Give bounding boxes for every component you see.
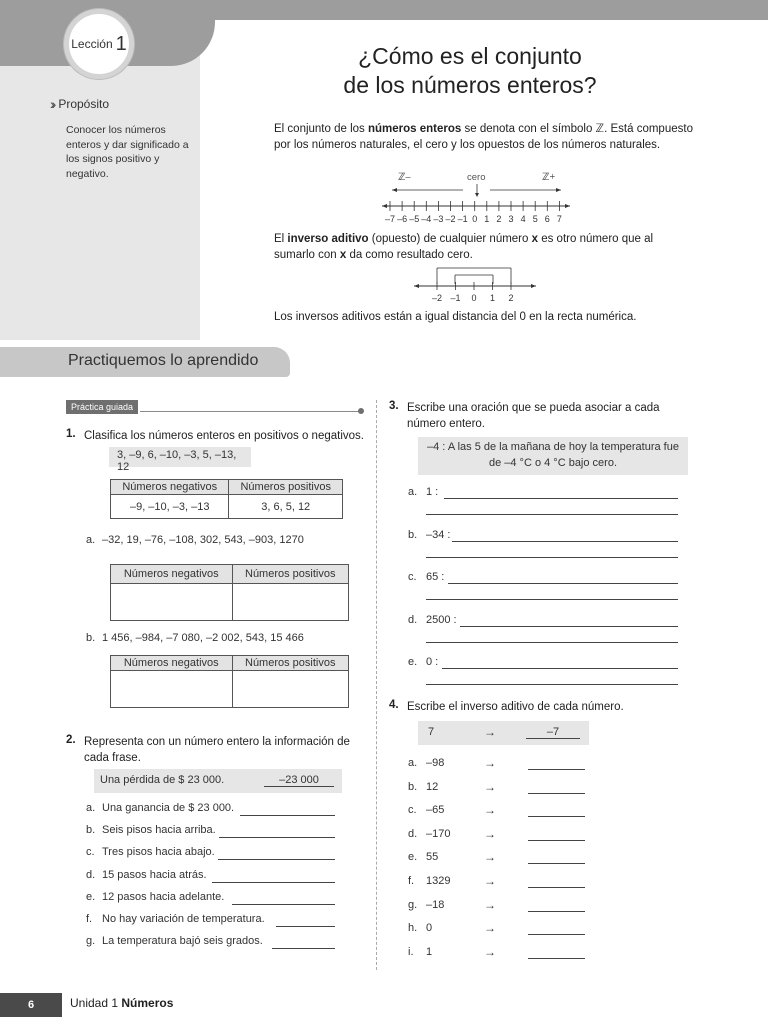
tick-label: 1 — [489, 293, 496, 303]
q4-item-value: 0 — [426, 922, 433, 935]
intro-paragraph-integers — [274, 121, 694, 153]
purpose-heading — [50, 96, 109, 112]
tick-label: 4 — [520, 214, 526, 224]
intro-bold-x: x — [339, 249, 347, 261]
q2-item-text: No hay variación de temperatura. — [102, 913, 265, 925]
answer-blank[interactable] — [426, 684, 678, 685]
tick-label: –4 — [421, 214, 432, 224]
col-header-negative: Números negativos — [111, 565, 233, 584]
arrow-icon: → — [484, 897, 496, 912]
q4-item-value: –65 — [426, 804, 445, 817]
footer-unit-label: Unidad 1 — [70, 996, 119, 1010]
answer-negative-cell[interactable] — [111, 584, 233, 621]
q3-prompt: Escribe una oración que se pueda asociar a cada número entero. — [407, 402, 660, 430]
tick-label: 6 — [544, 214, 550, 224]
q2-example-answer: –23 000 — [264, 774, 334, 787]
q4-number: 4. — [389, 699, 399, 711]
q3-example: –4 : A las 5 de la mañana de hoy la temperatura fue de –4 °C o 4 °C bajo cero. — [418, 437, 688, 475]
q4-example — [418, 721, 589, 745]
intro-text: se denota con el símbolo ℤ. Está compuesto por los números naturales, el cero y los opuestos de los números naturales. — [274, 123, 693, 151]
q1-example-table — [110, 479, 343, 519]
answer-blank[interactable] — [448, 583, 678, 584]
arrow-icon: → — [484, 756, 496, 770]
section-title: Practiquemos lo aprendido — [68, 352, 259, 369]
q1-number: 1. — [66, 428, 76, 440]
q3-item-label: –34 : — [426, 528, 451, 541]
arrow-icon: → — [484, 725, 496, 739]
answer-negative-cell[interactable] — [111, 671, 233, 708]
q3-item-letter: a. — [408, 486, 418, 498]
q2-item-letter: a. — [86, 802, 96, 814]
q2-item-text: 15 pasos hacia atrás. — [102, 868, 207, 881]
arrow-icon: → — [484, 826, 496, 841]
arrow-icon: → — [484, 874, 496, 888]
answer-blank[interactable] — [272, 948, 335, 949]
answer-blank[interactable] — [452, 541, 678, 542]
answer-blank[interactable] — [426, 557, 678, 558]
example-positive-cell: 3, 6, 5, 12 — [229, 495, 343, 519]
answer-blank[interactable] — [240, 815, 335, 816]
q4-item-letter: f. — [408, 875, 415, 887]
q4-item-value: 55 — [426, 851, 439, 864]
q4-item-letter: i. — [408, 945, 414, 958]
intro-text: (opuesto) de cualquier número — [368, 233, 532, 245]
q1-prompt: Clasifica los números enteros en positivos o negativos. — [84, 430, 364, 442]
guided-practice-dot — [358, 408, 364, 414]
answer-blank[interactable] — [528, 769, 585, 770]
q4-item-value: –170 — [426, 827, 451, 840]
q2-item-letter: d. — [86, 868, 96, 881]
q4-item-letter: e. — [408, 851, 418, 864]
q3-item-letter: c. — [408, 571, 417, 583]
page-number: 6 — [0, 993, 62, 1017]
lesson-title-line1: ¿Cómo es el conjunto — [358, 43, 582, 69]
q2-item-letter: c. — [86, 846, 95, 859]
q4-prompt: Escribe el inverso aditivo de cada número. — [407, 701, 624, 713]
q1a-numbers: –32, 19, –76, –108, 302, 543, –903, 1270 — [102, 534, 304, 546]
tick-label: –2 — [445, 214, 456, 224]
answer-positive-cell[interactable] — [232, 671, 349, 708]
intro-text: El conjunto de los — [274, 123, 368, 135]
answer-blank[interactable] — [528, 887, 585, 888]
tick-label: –7 — [384, 214, 396, 224]
intro-text: es otro número que al sumarlo con — [274, 233, 654, 261]
q2-item-text: La temperatura bajó seis grados. — [102, 935, 263, 948]
tick-label: –1 — [450, 293, 461, 303]
col-header-negative: Números negativos — [111, 656, 233, 671]
q4-item-letter: d. — [408, 827, 418, 840]
col-header-positive: Números positivos — [229, 480, 343, 495]
footer-unit — [70, 996, 173, 1010]
tick-label: 7 — [556, 214, 562, 224]
answer-blank[interactable] — [528, 816, 585, 817]
purpose-text: Conocer los números enteros y dar significado a los signos positivo y negativo. — [66, 124, 189, 180]
q1a-answer-table — [110, 564, 349, 621]
q4-example-value: 7 — [428, 726, 435, 738]
answer-blank[interactable] — [212, 882, 335, 883]
answer-blank[interactable] — [219, 837, 335, 838]
answer-blank[interactable] — [426, 514, 678, 515]
q4-item-letter: c. — [408, 804, 417, 817]
q3-item-label: 2500 : — [426, 613, 457, 626]
tick-label: –1 — [457, 214, 468, 224]
arrow-icon: → — [484, 803, 496, 818]
tick-label: 1 — [484, 214, 490, 224]
answer-blank[interactable] — [232, 904, 335, 905]
purpose-title: Propósito — [58, 97, 110, 111]
col-header-positive: Números positivos — [232, 656, 349, 671]
answer-blank[interactable] — [528, 958, 585, 959]
intro-paragraph-additive-inverse — [274, 231, 694, 263]
footer-topic: Números — [121, 996, 174, 1010]
q1a-letter: a. — [86, 534, 96, 546]
q2-example — [94, 769, 342, 793]
z-negative-label: ℤ– — [398, 172, 411, 183]
answer-positive-cell[interactable] — [232, 584, 349, 621]
lesson-number: 1 — [115, 32, 127, 55]
inverse-number-line — [410, 263, 550, 305]
guided-practice-rule — [140, 411, 362, 412]
q2-example-text: Una pérdida de $ 23 000. — [100, 774, 225, 786]
tick-label: –2 — [431, 293, 443, 303]
q1-example-numbers: 3, –9, 6, –10, –3, 5, –13, 12 — [109, 447, 251, 467]
q3-item-letter: e. — [408, 656, 418, 668]
lesson-title-line2: de los números enteros? — [343, 72, 597, 98]
integer-number-line — [380, 168, 580, 224]
q3-number: 3. — [389, 400, 399, 412]
q4-item-letter: h. — [408, 922, 418, 935]
col-header-positive: Números positivos — [232, 565, 349, 584]
arrow-icon: → — [484, 921, 496, 936]
tick-label: 0 — [472, 214, 478, 224]
tick-label: 5 — [532, 214, 538, 224]
col-header-negative: Números negativos — [111, 480, 229, 495]
q3-item-label: 65 : — [426, 571, 445, 583]
intro-bold-x: x — [531, 233, 539, 245]
arrow-icon: → — [484, 944, 496, 959]
intro-bold-term: números enteros — [367, 123, 462, 135]
tick-label: 2 — [508, 293, 514, 303]
answer-blank[interactable] — [528, 840, 585, 841]
lesson-badge — [64, 9, 134, 79]
q4-item-value: 1329 — [426, 875, 451, 887]
q4-item-letter: g. — [408, 898, 418, 911]
lesson-word: Lección — [71, 37, 113, 51]
q2-item-text: 12 pasos hacia adelante. — [102, 890, 225, 903]
tick-label: –6 — [397, 214, 408, 224]
q4-example-answer: –7 — [526, 726, 580, 739]
q2-item-letter: e. — [86, 890, 96, 903]
q4-item-letter: b. — [408, 780, 418, 793]
q1b-answer-table — [110, 655, 349, 708]
zero-label: cero — [467, 172, 486, 183]
answer-blank[interactable] — [528, 934, 585, 935]
lesson-title — [300, 42, 640, 100]
q2-item-text: Tres pisos hacia abajo. — [102, 846, 215, 859]
tick-label: 2 — [496, 214, 502, 224]
arrow-icon: → — [484, 779, 496, 794]
q4-item-value: 12 — [426, 780, 439, 793]
guided-practice-tag: Práctica guiada — [66, 400, 138, 414]
intro-bold-term: inverso aditivo — [287, 233, 369, 245]
q1b-letter: b. — [86, 632, 96, 644]
tick-label: 3 — [508, 214, 514, 224]
q3-item-letter: b. — [408, 528, 418, 541]
answer-blank[interactable] — [442, 668, 678, 669]
answer-blank[interactable] — [218, 859, 335, 860]
tick-label: 0 — [471, 293, 477, 303]
q2-number: 2. — [66, 734, 76, 746]
q4-item-letter: a. — [408, 757, 418, 769]
q2-item-letter: g. — [86, 935, 96, 948]
tick-label: –5 — [409, 214, 420, 224]
q2-item-text: Seis pisos hacia arriba. — [102, 824, 216, 837]
answer-blank[interactable] — [426, 599, 678, 600]
z-positive-label: ℤ+ — [542, 172, 556, 183]
q3-item-label: 0 : — [426, 656, 439, 668]
answer-blank[interactable] — [528, 863, 585, 864]
q2-prompt: Representa con un número entero la información de cada frase. — [84, 736, 350, 764]
q3-item-letter: d. — [408, 613, 418, 626]
answer-blank[interactable] — [444, 498, 678, 499]
double-chevron-icon: ›› — [50, 96, 54, 112]
q1b-numbers: 1 456, –984, –7 080, –2 002, 543, 15 466 — [102, 632, 304, 644]
answer-blank[interactable] — [528, 793, 585, 794]
q2-item-letter: f. — [86, 913, 93, 925]
answer-blank[interactable] — [426, 642, 678, 643]
answer-blank[interactable] — [460, 626, 678, 627]
q2-item-text: Una ganancia de $ 23 000. — [102, 802, 235, 814]
q4-item-value: –98 — [426, 757, 445, 769]
example-negative-cell: –9, –10, –3, –13 — [111, 495, 229, 519]
answer-blank[interactable] — [276, 926, 335, 927]
answer-blank[interactable] — [528, 911, 585, 912]
q2-item-letter: b. — [86, 824, 96, 837]
arrow-icon: → — [484, 850, 496, 865]
intro-text: da como resultado cero. — [346, 249, 473, 261]
q4-item-value: –18 — [426, 898, 445, 911]
tick-label: –3 — [433, 214, 444, 224]
q3-item-label: 1 : — [426, 486, 439, 498]
column-divider — [376, 400, 377, 970]
intro-paragraph-distance: Los inversos aditivos están a igual distancia del 0 en la recta numérica. — [274, 311, 637, 323]
q4-item-value: 1 — [426, 945, 433, 958]
intro-text: El — [274, 233, 288, 245]
section-banner — [0, 347, 290, 377]
